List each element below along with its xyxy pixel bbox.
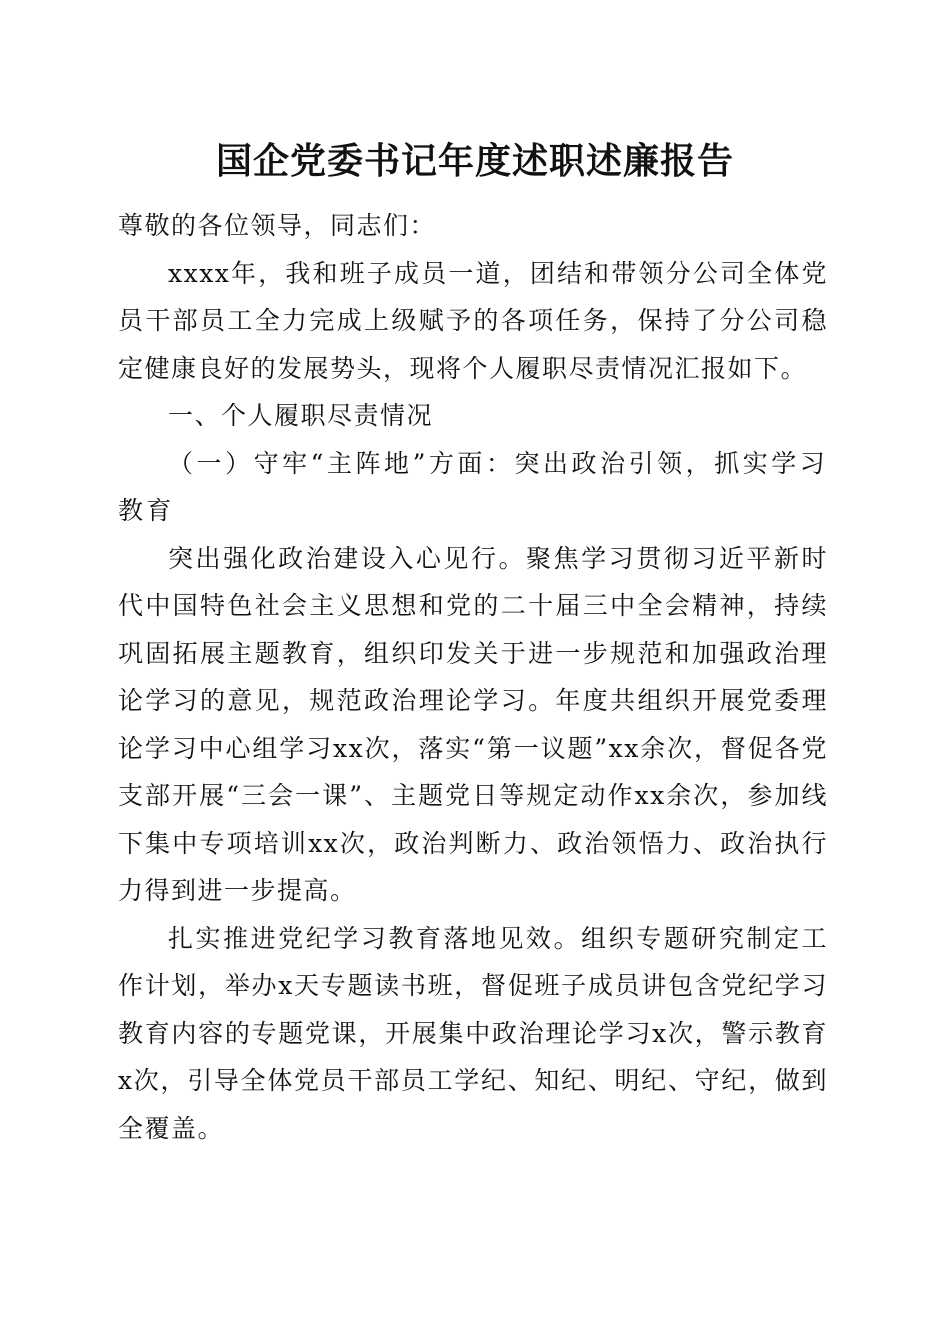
subsection-heading: （一）守牢“主阵地”方面：突出政治引领，抓实学习教育: [118, 448, 828, 525]
intro-paragraph: xxxx年，我和班子成员一道，团结和带领分公司全体党员干部员工全力完成上级赋予的各项任务，保持了分公司稳定健康良好的发展势头，现将个人履职尽责情况汇报如下。: [118, 258, 828, 383]
body-paragraph: 突出强化政治建设入心见行。聚焦学习贯彻习近平新时代中国特色社会主义思想和党的二十届三中全会精神，持续巩固拓展主题教育，组织印发关于进一步规范和加强政治理论学习的意见，规范政治理论学习。年度共组织开展党委理论学习中心组学习xx次，落实“第一议题”xx余次，督促各党支部开展“三会一课”、主题党日等规定动作xx余次，参加线下集中专项培训xx次，政治判断力、政治领悟力、政治执行力得到进一步提高。: [118, 543, 828, 905]
body-paragraph: 扎实推进党纪学习教育落地见效。组织专题研究制定工作计划，举办x天专题读书班，督促班子成员讲包含党纪学习教育内容的专题党课，开展集中政治理论学习x次，警示教育x次，引导全体党员干部员工学纪、知纪、明纪、守纪，做到全覆盖。: [118, 923, 828, 1143]
salutation: 尊敬的各位领导，同志们：: [118, 211, 437, 240]
document-body: [118, 202, 828, 1152]
section-heading: 一、个人履职尽责情况: [168, 401, 434, 430]
document-title: 国企党委书记年度述职述廉报告: [215, 140, 734, 182]
